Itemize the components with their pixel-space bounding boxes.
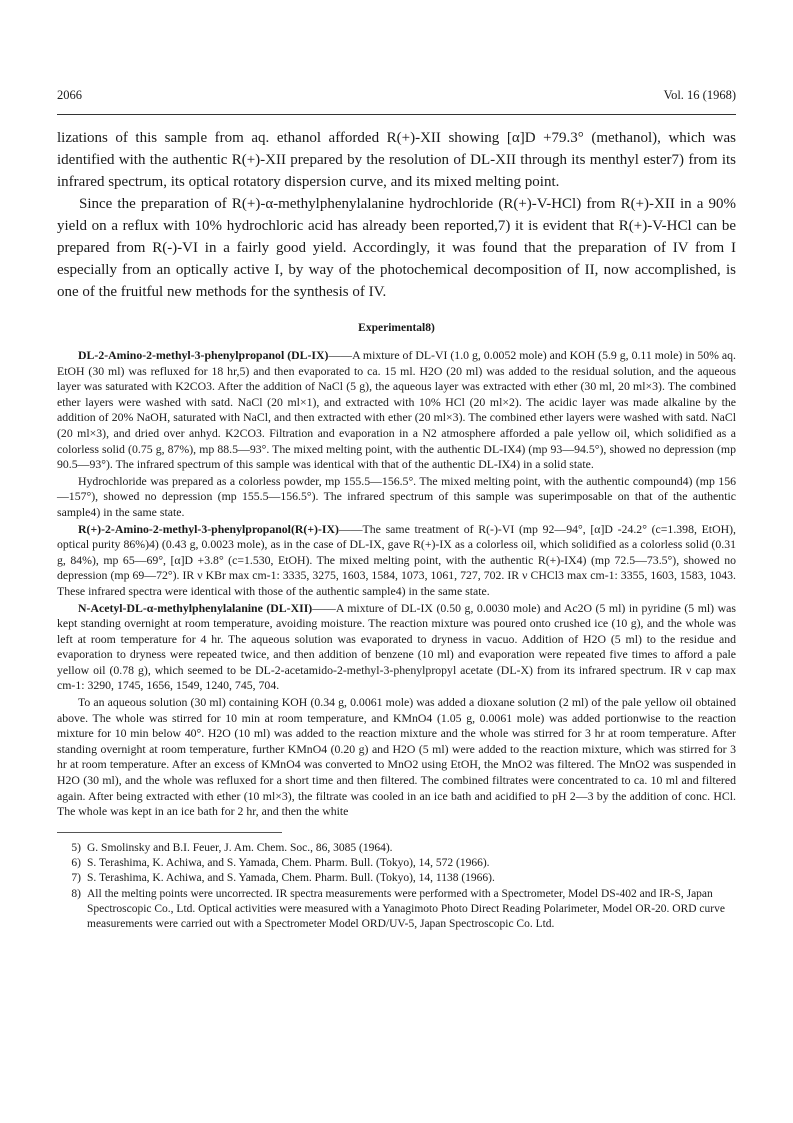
experimental-section [57, 348, 736, 820]
footnotes [57, 841, 736, 933]
footnote-number: 7) [71, 872, 81, 885]
experimental-paragraph [57, 474, 736, 521]
footnote-rule [57, 832, 282, 833]
footnote [57, 871, 736, 886]
experimental-heading: Experimental8) [358, 322, 435, 334]
footnote-text: G. Smolinsky and B.I. Feuer, J. Am. Chem. Soc., 86, 3085 (1964). [87, 841, 393, 854]
paragraph-text: ——A mixture of DL-IX (0.50 g, 0.0030 mole) and Ac2O (5 ml) in pyridine (5 ml) was kept standing overnight at room temperature, avoiding moisture. The reaction mixture was poured onto crushed ice (10 g), and the whole was left at room temperature for 4 hr. The aqueous solution was evaporated to dryness in vacuo. Addition of H2O (5 ml) to the residue and evaporation to dryness were repeated twice, and then addition of benzene (10 ml) and evaporation were repeated five times to afford a pale yellow oil (0.78 g), which seemed to be DL-2-acetamido-2-methyl-3-phenylpropyl acetate (DL-X) from its infrared spectrum. IR ν cap max cm-1: 3290, 1745, 1656, 1549, 1240, 745, 704. [57, 600, 736, 693]
footnote [57, 841, 736, 856]
compound-heading: DL-2-Amino-2-methyl-3-phenylpropanol (DL-IX) [78, 348, 329, 362]
footnote-number: 6) [71, 857, 81, 870]
footnote-number: 8) [71, 887, 81, 900]
paragraph-text: ——The same treatment of R(-)-VI (mp 92—94°, [α]D -24.2° (c=1.398, EtOH), optical purity 86%)4) (0.43 g, 0.0023 mole), as in the case of DL-IX, gave R(+)-IX as a colorless oil, which solidified as a colorless solid (0.31 g, 84%), mp 65—69°, [α]D +3.8° (c=1.530, EtOH). The mixed melting point, with the authentic R(+)-IX4) (mp 72.5—73.5°), showed no depression (mp 69—72°). IR ν KBr max cm-1: 3335, 3275, 1603, 1584, 1073, 1061, 727, 702. IR ν CHCl3 max cm-1: 3355, 1603, 1583, 1043. These infrared spectra were identical with those of the authentic sample4) in the same state. [57, 521, 736, 598]
paragraph-text: To an aqueous solution (30 ml) containing KOH (0.34 g, 0.0061 mole) was added a dioxane solution (2 ml) of the pale yellow oil obtained above. The whole was stirred for 10 min at room temperature, and KMnO4 (1.05 g, 0.0061 mole) was added portionwise to the reaction mixture for 10 min below 40°. H2O (10 ml) was added to the reaction mixture and the whole was stirred for 3 hr at room temperature. After standing overnight at room temperature, further KMnO4 (0.20 g) and H2O (5 ml) were added to the reaction mixture, which was stirred for 3 hr at room temperature. After an excess of KMnO4 was converted to MnO2 using EtOH, the MnO2 was filtered. The MnO2 was suspended in H2O (30 ml), and the whole was refluxed for a short time and then filtered. The combined filtrates were concentrated to ca. 10 ml and filtered again. After being extracted with ether (10 ml×3), the filtrate was cooled in an ice bath and acidified to pH 2—3 by the addition of conc. HCl. The whole was kept in an ice bath for 2 hr, and then the white [57, 695, 736, 819]
experimental-paragraph [57, 695, 736, 820]
volume-label: Vol. 16 (1968) [663, 88, 736, 102]
footnote [57, 887, 736, 933]
paragraph-text: Hydrochloride was prepared as a colorless powder, mp 155.5—156.5°. The mixed melting point, with the authentic compound4) (mp 156—157°), showed no depression (mp 155.5—156.5°). The infrared spectrum of this sample was superimposable on that of the authentic sample4) in the same state. [57, 473, 736, 519]
compound-heading: N-Acetyl-DL-α-methylphenylalanine (DL-XII) [78, 600, 313, 615]
journal-page [57, 88, 736, 933]
footnote-text: S. Terashima, K. Achiwa, and S. Yamada, Chem. Pharm. Bull. (Tokyo), 14, 572 (1966). [87, 857, 490, 870]
compound-heading: R(+)-2-Amino-2-methyl-3-phenylpropanol(R(+)-IX) [78, 521, 339, 536]
footnote [57, 856, 736, 871]
intro-paragraph: lizations of this sample from aq. ethanol afforded R(+)-XII showing [α]D +79.3° (methanol), which was identified with the authentic R(+)-XII prepared by the resolution of DL-XII through its menthyl ester7) from its infrared spectrum, its optical rotatory dispersion curve, and its mixed melting point. [57, 130, 736, 190]
experimental-paragraph [57, 601, 736, 695]
footnote-text: All the melting points were uncorrected. IR spectra measurements were performed with a Spectrometer, Model DS-402 and IR-S, Japan Spectroscopic Co., Ltd. Optical activities were measured with a Yanagimoto Photo Direct Reading Polarimeter, Model OR-20. ORD curve measurements were carried out with a Spectrometer Model ORD/UV-5, Japan Spectroscopic Co. Ltd. [87, 887, 725, 931]
experimental-paragraph [57, 348, 736, 473]
page-number: 2066 [57, 88, 82, 102]
intro-paragraph: Since the preparation of R(+)-α-methylphenylalanine hydrochloride (R(+)-V-HCl) from R(+)-XII in a 90% yield on a reflux with 10% hydrochloric acid has already been reported,7) it is evident that R(+)-V-HCl can be prepared from R(-)-VI in a fairly good yield. Accordingly, it was found that the preparation of IV from I especially from an optically active I, by way of the photochemical decomposition of II, now accomplished, is one of the fruitful new methods for the synthesis of IV. [57, 196, 736, 300]
running-header [57, 88, 736, 108]
paragraph-text: ——A mixture of DL-VI (1.0 g, 0.0052 mole) and KOH (5.9 g, 0.11 mole) in 50% aq. EtOH (30 ml) was refluxed for 18 hr,5) and then evaporated to ca. 15 ml. H2O (20 ml) was added to the residual solution, and the aqueous layer was saturated with K2CO3. After the addition of NaCl (5 g), the aqueous layer was extracted with ether (30 ml, 20 ml×3). The combined ether layers were washed with satd. NaCl (20 ml×1), and extracted with 10% HCl (20 ml×2). The acidic layer was made alkaline by the addition of 20% NaOH, saturated with NaCl, and then extracted with ether (20 ml×3). The combined ether layers were washed with satd. NaCl (20 ml×3), and dried over anhyd. K2CO3. Filtration and evaporation in a N2 atmosphere afforded a pale yellow oil, which solidified as a colorless solid (0.75 g, 87%), mp 88.5—93°. The mixed melting point, with the authentic DL-IX4) (mp 93—94.5°), showed no depression (mp 90.5—93°). The infrared spectrum of this sample was identical with that of the authentic DL-IX4) in a solid state. [57, 348, 736, 472]
experimental-paragraph [57, 522, 736, 600]
footnote-number: 5) [71, 841, 81, 854]
footnote-text: S. Terashima, K. Achiwa, and S. Yamada, Chem. Pharm. Bull. (Tokyo), 14, 1138 (1966). [87, 872, 495, 885]
header-rule [57, 114, 736, 115]
intro-section [57, 127, 736, 303]
